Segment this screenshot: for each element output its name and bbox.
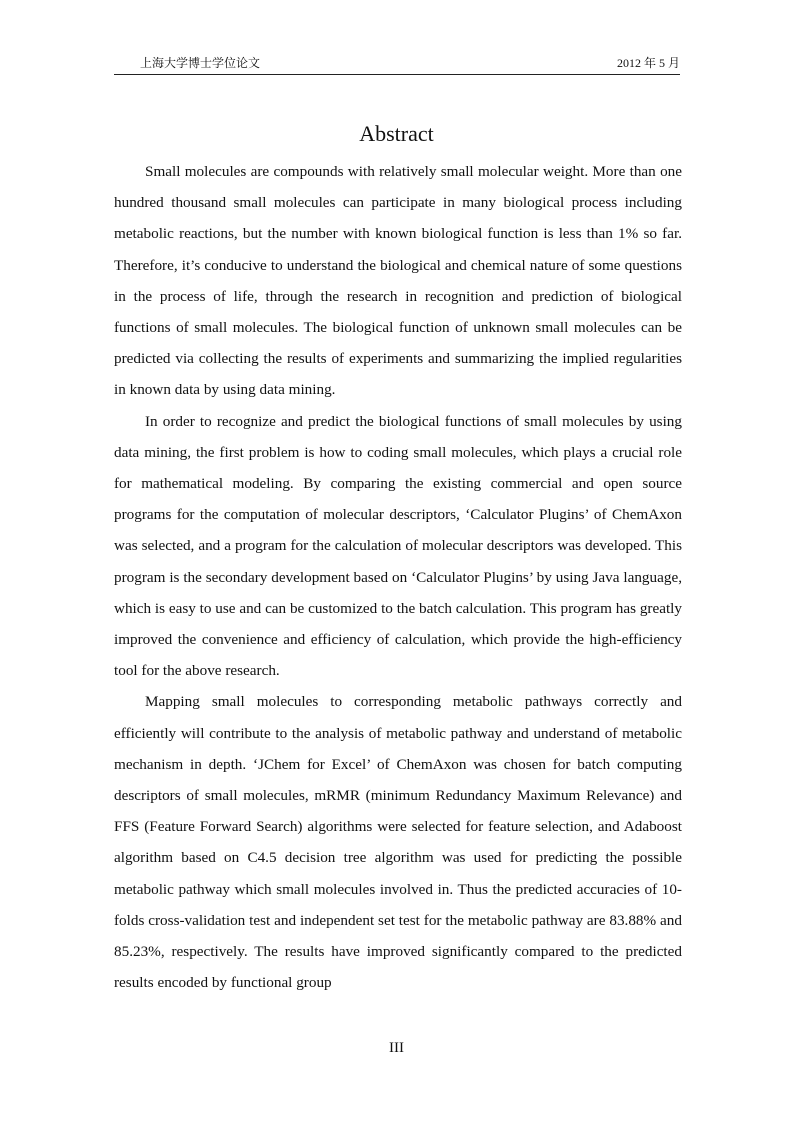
paragraph-3: Mapping small molecules to corresponding metabolic pathways correctly and efficiently will contribute to the analysis of metabolic pathway and understand of metabolic mechanism in depth. ‘JChem for Excel’ of ChemAxon was chosen for batch computing descriptors of small molecules, mRMR (minimum Redundancy Maximum Relevance) and FFS (Feature Forward Search) algorithms were selected for feature selection, and Adaboost algorithm based on C4.5 decision tree algorithm was used for predicting the possible metabolic pathway which small molecules involved in. Thus the predicted accuracies of 10-folds cross-validation test and independent set test for the metabolic pathway are 83.88% and 85.23%, respectively. The results have improved significantly compared to the predicted results encoded by functional group — [114, 693, 682, 992]
header-date: 2012 年 5 月 — [616, 56, 680, 70]
page-number: III — [389, 1040, 404, 1056]
page-title: Abstract — [359, 121, 434, 146]
header-thesis-title: 上海大学博士学位论文 — [140, 56, 261, 70]
abstract-body — [114, 156, 682, 998]
paragraph-2: In order to recognize and predict the biological functions of small molecules by using data mining, the first problem is how to coding small molecules, which plays a crucial role for mathematical modeling. By comparing the existing commercial and open source programs for the computation of molecular descriptors, ‘Calculator Plugins’ of ChemAxon was selected, and a program for the calculation of molecular descriptors was developed. This program is the secondary development based on ‘Calculator Plugins’ by using Java language, which is easy to use and can be customized to the batch calculation. This program has greatly improved the convenience and efficiency of calculation, which provide the high-efficiency tool for the above research. — [114, 412, 682, 680]
paragraph-1: Small molecules are compounds with relatively small molecular weight. More than one hundred thousand small molecules can participate in many biological process including metabolic reactions, but the number with known biological function is less than 1% so far. Therefore, it’s conducive to understand the biological and chemical nature of some questions in the process of life, through the research in recognition and prediction of biological functions of small molecules. The biological function of unknown small molecules can be predicted via collecting the results of experiments and summarizing the implied regularities in known data by using data mining. — [114, 163, 682, 399]
page-header — [114, 54, 680, 75]
